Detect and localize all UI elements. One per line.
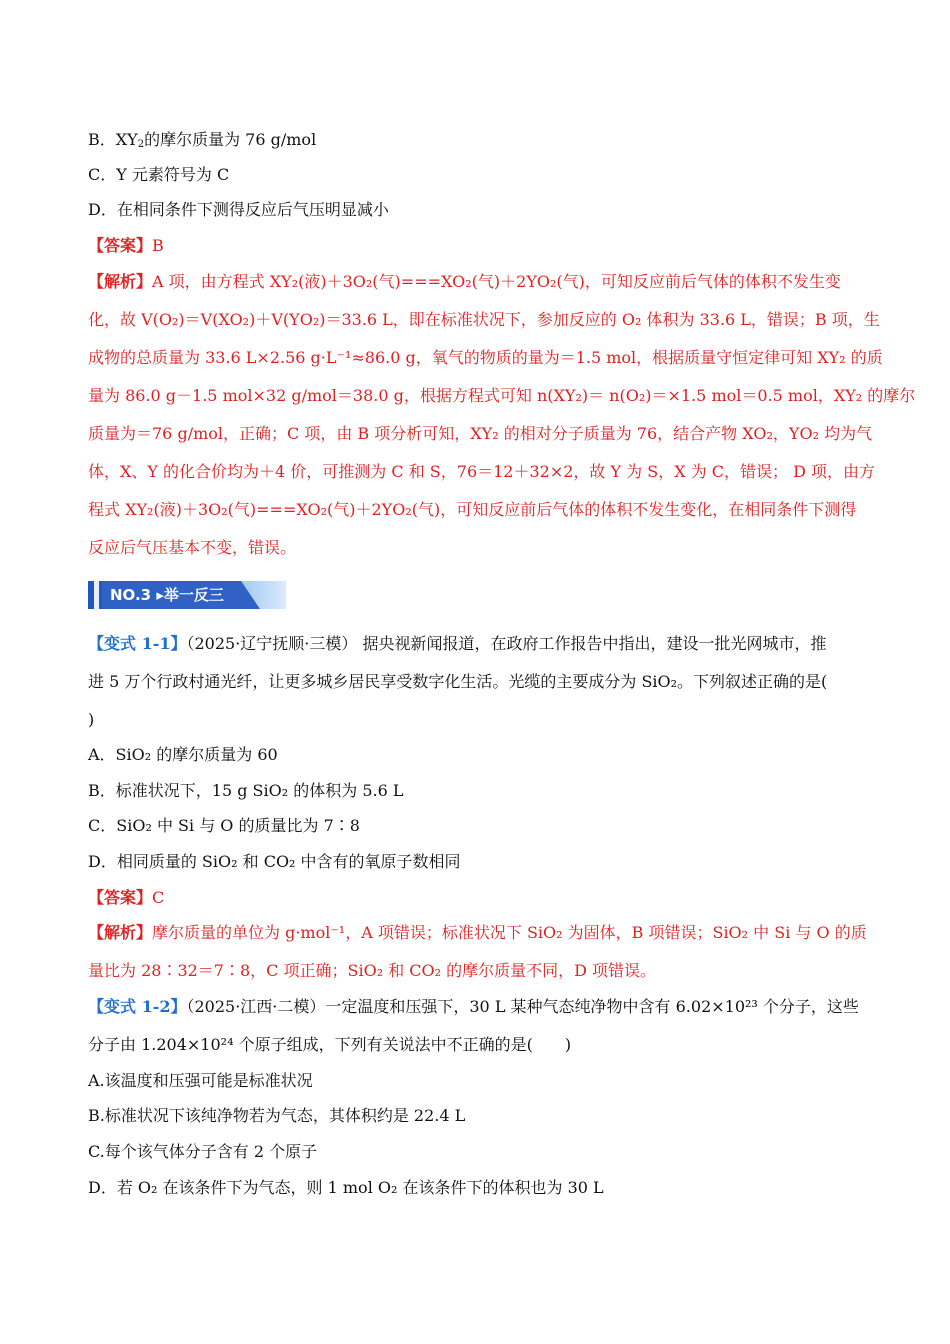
option-d: D．相同质量的 SiO₂ 和 CO₂ 中含有的氧原子数相同: [88, 852, 461, 871]
option-c: C．SiO₂ 中 Si 与 O 的质量比为 7∶8: [88, 816, 360, 835]
variant-1-1-stem: 进 5 万个行政村通光纤，让更多城乡居民享受数字化生活。光缆的主要成分为 SiO₂。下列叙述正确的是(: [88, 672, 828, 691]
option-b: B．标准状况下，15 g SiO₂ 的体积为 5.6 L: [88, 781, 404, 800]
analysis-line: 【解析】A 项，由方程式 XY₂(液)＋3O₂(气)===XO₂(气)＋2YO₂(气)，可知反应前后气体的体积不发生变: [88, 272, 841, 291]
banner-label: NO.3 ▸举一反三: [110, 586, 224, 604]
analysis-line: 量为 86.0 g－1.5 mol×32 g/mol＝38.0 g，根据方程式可知 n(XY₂)＝ n(O₂)＝×1.5 mol＝0.5 mol，XY₂ 的摩尔: [88, 386, 916, 405]
option-c: C．Y 元素符号为 C: [88, 165, 230, 184]
option-b: B．$XY_2$的摩尔质量为 76 g/mol: [88, 130, 317, 150]
option-d: D．在相同条件下测得反应后气压明显减小: [88, 200, 389, 219]
analysis-line: 【解析】摩尔质量的单位为 g·mol⁻¹，A 项错误；标准状况下 SiO₂ 为固体，B 项错误；SiO₂ 中 Si 与 O 的质: [88, 923, 867, 942]
banner-stripe: [94, 581, 99, 609]
option-c: C.每个该气体分子含有 2 个原子: [88, 1142, 318, 1161]
answer-tag: 【答案】: [88, 236, 153, 255]
option-b: B.标准状况下该纯净物若为气态，其体积约是 22.4 L: [88, 1106, 466, 1125]
answer-value: C: [152, 888, 165, 907]
answer-value: B: [152, 236, 164, 255]
section-banner: [88, 581, 286, 609]
analysis-line: 质量为＝76 g/mol，正确；C 项，由 B 项分析可知，XY₂ 的相对分子质量为 76，结合产物 XO₂，YO₂ 均为气: [88, 424, 873, 443]
answer-line: [88, 236, 164, 256]
variant-1-1-stem: ): [88, 710, 95, 729]
analysis-line: 反应后气压基本不变，错误。: [88, 538, 297, 557]
analysis-line: 体，X、Y 的化合价均为＋4 价，可推测为 C 和 S，76＝12＋32×2，故 Y 为 S，X 为 C，错误； D 项，由方: [88, 462, 876, 481]
analysis-line: 量比为 28∶32＝7∶8，C 项正确；SiO₂ 和 CO₂ 的摩尔质量不同，D 项错误。: [88, 961, 657, 980]
variant-tag: 【变式 1-2】: [88, 997, 187, 1016]
variant-tag: 【变式 1-1】: [88, 634, 187, 653]
variant-1-2-stem: 【变式 1-2】（2025·江西·二模）一定温度和压强下，30 L 某种气态纯净物中含有 6.02×10²³ 个分子，这些: [88, 997, 859, 1016]
option-d: D．若 O₂ 在该条件下为气态，则 1 mol O₂ 在该条件下的体积也为 30 L: [88, 1178, 604, 1197]
option-a: A.该温度和压强可能是标准状况: [88, 1071, 313, 1090]
analysis-tag: 【解析】: [88, 923, 153, 942]
analysis-tag: 【解析】: [88, 272, 153, 291]
answer-line: [88, 888, 164, 908]
analysis-line: 化，故 V(O₂)＝V(XO₂)＋V(YO₂)＝33.6 L，即在标准状况下，参加反应的 O₂ 体积为 33.6 L，错误；B 项，生: [88, 310, 880, 329]
option-a: A．SiO₂ 的摩尔质量为 60: [88, 745, 278, 764]
answer-tag: 【答案】: [88, 888, 153, 907]
variant-1-2-stem: 分子由 1.204×10²⁴ 个原子组成，下列有关说法中不正确的是( ): [88, 1035, 572, 1054]
analysis-line: 程式 XY₂(液)＋3O₂(气)===XO₂(气)＋2YO₂(气)，可知反应前后气体的体积不发生变化，在相同条件下测得: [88, 500, 857, 519]
variant-1-1-stem: 【变式 1-1】（2025·辽宁抚顺·三模） 据央视新闻报道，在政府工作报告中指出，建设一批光网城市，推: [88, 634, 827, 653]
analysis-line: 成物的总质量为 33.6 L×2.56 g·L⁻¹≈86.0 g，氧气的物质的量为＝1.5 mol，根据质量守恒定律可知 XY₂ 的质: [88, 348, 883, 367]
